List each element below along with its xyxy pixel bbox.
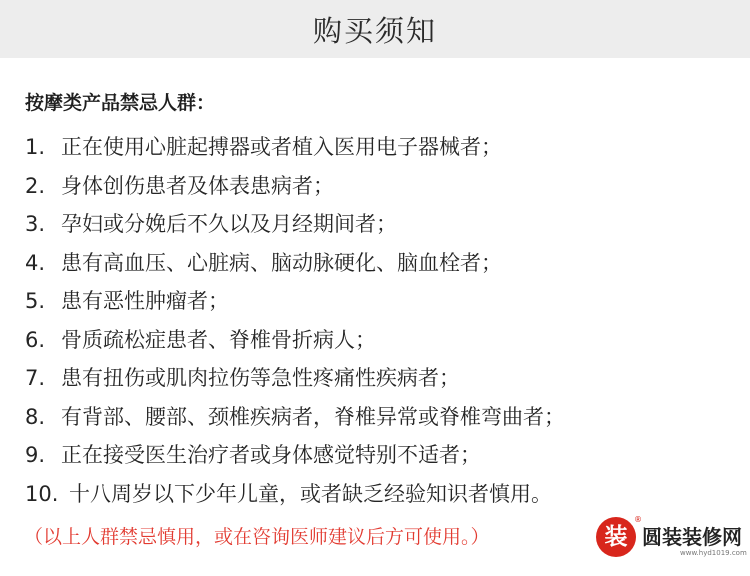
item-number: 8. bbox=[25, 404, 46, 429]
item-text: 有背部、腰部、颈椎疾病者，脊椎异常或脊椎弯曲者； bbox=[61, 404, 565, 429]
list-item bbox=[25, 475, 565, 514]
item-number: 9. bbox=[25, 443, 46, 467]
item-text: 患有扭伤或肌肉拉伤等急性疼痛性疾病者； bbox=[61, 366, 460, 390]
item-number: 1. bbox=[25, 135, 46, 159]
item-text: 孕妇或分娩后不久以及月经期间者； bbox=[61, 212, 397, 236]
logo-icon: 装 bbox=[596, 517, 636, 557]
item-text: 正在接受医生治疗者或身体感觉特别不适者； bbox=[61, 443, 481, 467]
registered-mark: ® bbox=[634, 515, 642, 524]
list-item bbox=[25, 398, 565, 437]
logo-name: 圆装装修网 bbox=[642, 525, 742, 549]
list-item bbox=[25, 167, 565, 206]
item-number: 2. bbox=[25, 173, 46, 198]
list-item bbox=[25, 359, 565, 398]
item-text: 患有恶性肿瘤者； bbox=[61, 289, 229, 313]
item-text: 十八周岁以下少年儿童，或者缺乏经验知识者慎用。 bbox=[69, 481, 552, 506]
item-number: 3. bbox=[25, 212, 46, 236]
item-text: 骨质疏松症患者、脊椎骨折病人； bbox=[61, 327, 376, 352]
watermark-logo bbox=[596, 515, 746, 565]
item-text: 正在使用心脏起搏器或者植入医用电子器械者； bbox=[61, 135, 502, 159]
section-title: 按摩类产品禁忌人群： bbox=[25, 92, 216, 114]
list-item bbox=[25, 128, 565, 167]
item-number: 4. bbox=[25, 250, 46, 275]
header-bar bbox=[0, 0, 750, 58]
list-item bbox=[25, 282, 565, 321]
page-title: 购买须知 bbox=[312, 13, 437, 48]
item-number: 5. bbox=[25, 289, 46, 313]
list-item bbox=[25, 436, 565, 475]
warning-note: （以上人群禁忌慎用，或在咨询医师建议后方可使用。） bbox=[24, 526, 490, 548]
list-item bbox=[25, 321, 565, 360]
item-text: 身体创伤患者及体表患病者； bbox=[61, 173, 334, 198]
item-number: 6. bbox=[25, 327, 46, 352]
contraindication-list bbox=[25, 128, 565, 513]
item-text: 患有高血压、心脏病、脑动脉硬化、脑血栓者； bbox=[61, 250, 502, 275]
item-number: 7. bbox=[25, 366, 46, 390]
list-item bbox=[25, 205, 565, 244]
item-number: 10. bbox=[25, 481, 59, 506]
logo-url: www.hyd1019.com bbox=[680, 549, 747, 557]
list-item bbox=[25, 244, 565, 283]
